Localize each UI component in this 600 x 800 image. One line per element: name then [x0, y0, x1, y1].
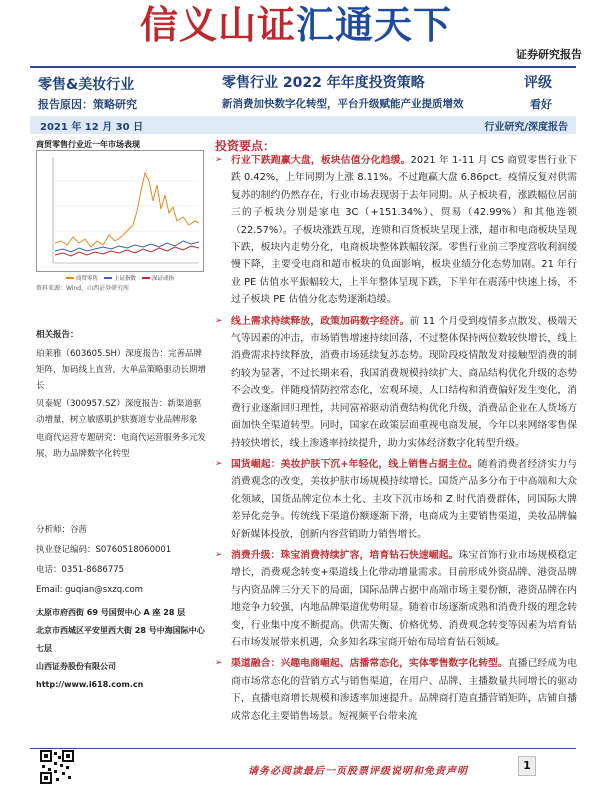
highlight-text: 前 11 个月受到疫情多点散发、极端天气等因素的冲击，市场销售增速持续回落，不过整体保持两位数较快增长，线上消费需求持续释放，消费市场延续复苏态势。现阶段疫情散发对接触型消费的制约较为显著，不过长期来看，我国消费规模持续扩大、商品结构优化升级的态势不会改变。伴随疫情防控常态化，宏观环境、人口结构和消费偏好发生变化，消费行业逐渐回归理性，共同富裕驱动消费结构优化升级，消费品企业在人货场方面加快全渠道转型。同时，国家在政策层面重视电商发展，今年以来网络零售保持较快增长，线上渗透率持续提升，助力实体经济数字化转型升级。	[231, 315, 577, 449]
banner-slogan-part1: 信义山证	[140, 2, 297, 47]
qr-code-icon	[40, 750, 74, 784]
page-number: 1	[518, 756, 536, 776]
chart-legend	[36, 273, 204, 283]
arrow-bullet-icon: ➢	[215, 549, 223, 560]
related-report-item[interactable]: 珀莱雅（603605.SH）深度报告：完善品牌矩阵，加码线上直营，大单品策略驱动长期增长	[36, 349, 207, 391]
highlight-lead: 行业下跌跑赢大盘，板块估值分化趋缓。	[231, 155, 411, 166]
related-reports-label: 相关报告：	[36, 330, 79, 340]
related-report-item[interactable]: 电商代运营专题研究：电商代运营服务多元发展，助力品牌数字化转型	[36, 433, 207, 459]
highlight-lead: 渠道融合：兴趣电商崛起、店播常态化，实体零售数字化转型。	[231, 658, 508, 670]
company-website[interactable]: http://www.i618.com.cn	[36, 680, 144, 689]
chart-title: 商贸零售行业近一年市场表现	[36, 140, 140, 149]
analyst-cert: 执业登记编码：S0760518060001	[36, 545, 172, 555]
company-address	[36, 604, 206, 694]
footer-divider	[30, 748, 576, 749]
address-taiyuan: 太原市府西街 69 号国贸中心 A 座 28 层	[36, 608, 186, 617]
highlight-paragraph	[215, 655, 577, 725]
analyst-info	[36, 520, 206, 600]
highlight-text: 2021 年 1-11 月 CS 商贸零售行业下跌 0.42%，上年同期为上涨 8.11%。不过跑赢大盘 6.86pct。疫情反复对供需复苏的制约仍然存在，行业市场表现弱于去年同期。从子板块看，涨跌幅位居前三的子板块分别是家电 3C（+151.34%）、贸易（42.99%）和其他连锁（22.57%）。子板块涨跌互现，连锁和百货板块呈现上涨，超市和电商板块呈现下跌，板块内走势分化，电商板块整体跌幅较深。零售行业前三季度营收利润缓慢下降，主要受电商和超市板块的负面影响，板块业绩分化态势加剧。21 年行业 PE 估值水平振幅较大，上半年整体呈现下跌，下半年在震荡中快速上扬，不过子板块 PE 估值分化态势逐渐趋缓。	[231, 155, 578, 306]
report-title: 零售行业 2022 年年度投资策略	[222, 75, 425, 91]
banner-slogan	[140, 0, 452, 49]
arrow-bullet-icon: ➢	[215, 315, 223, 326]
rating-label: 评级	[524, 75, 552, 91]
legend-item-retail	[66, 273, 98, 283]
market-performance-chart	[36, 150, 204, 272]
series-retail-line	[55, 173, 199, 247]
highlight-paragraph	[215, 547, 577, 651]
related-reports	[36, 328, 206, 464]
legend-item-shenzhen	[142, 273, 174, 283]
highlight-text: 随着消费者经济实力与消费观念的改变，美妆护肤市场规模持续增长。国货产品多分布于中高端和大众化领域，国货品牌定位本土化、主攻下沉市场和 Z 时代消费群体，同国际大牌差异化竞争。传统线下渠道份额逐渐下滑，电商成为主要销售渠道，美妆品牌偏好新媒体投放，创新内容营销助力销售增长。	[231, 458, 577, 540]
rating-value: 看好	[530, 98, 552, 111]
highlight-paragraph	[215, 152, 577, 309]
arrow-bullet-icon: ➢	[215, 155, 223, 165]
report-date: 2021 年 12 月 30 日	[40, 122, 144, 133]
highlight-paragraph	[215, 456, 577, 543]
legend-label-retail: 商贸零售	[75, 276, 98, 282]
analyst-phone: 电话：0351-8686775	[36, 565, 125, 575]
highlight-lead: 线上需求持续释放，政策加码数字经济。	[231, 315, 410, 327]
chart-gridlines	[53, 181, 199, 231]
header-divider	[30, 66, 576, 68]
investment-highlights-heading: 投资要点：	[215, 139, 276, 153]
legend-item-shanghai	[104, 273, 136, 283]
report-reason: 报告原因：策略研究	[38, 98, 137, 111]
banner-slogan-part2: 汇通天下	[296, 2, 453, 47]
chart-svg	[37, 151, 205, 273]
analyst-name: 分析师：谷茜	[36, 525, 88, 535]
arrow-bullet-icon: ➢	[215, 658, 223, 669]
legend-label-shenzhen: 深证成指	[152, 276, 175, 282]
report-category: 行业研究/深度报告	[484, 122, 568, 133]
report-type: 证券研究报告	[516, 48, 582, 61]
highlight-paragraph	[215, 313, 577, 452]
highlight-text: 珠宝首饰行业市场规模稳定增长，消费观念转变+渠道线上化带动增量需求。目前形成外资品牌、港资品牌与内资品牌三分天下的局面，国际品牌占据中高端市场主要份额，港资品牌在内地竞争力较强，内地品牌渠道优势明显。随着市场逐渐成熟和消费升级的理念转变，行业集中度不断提高。供需失衡、价格优势、消费观念转变等因素为培育钻石市场发展带来机遇，众多知名珠宝商开始布局培育钻石领域。	[231, 549, 578, 648]
legend-label-shanghai: 上证指数	[113, 276, 136, 282]
report-subtitle: 新消费加快数字化转型，平台升级赋能产业提质增效	[222, 98, 464, 110]
highlight-lead: 消费升级：珠宝消费持续扩容，培育钻石快速崛起。	[231, 549, 459, 561]
chart-source: 资料来源：Wind，山西证券研究所	[36, 285, 130, 292]
industry-name: 零售&美妆行业	[38, 77, 135, 93]
disclaimer-text: 请务必阅读最后一页股票评级说明和免责声明	[248, 766, 468, 777]
company-name: 山西证券股份有限公司	[36, 662, 116, 671]
analyst-email[interactable]: Email: guqian@sxzq.com	[36, 585, 143, 595]
highlight-text: 直播已经成为电商市场常态化的营销方式与销售渠道，在用户、品牌、主播数量共同增长的驱动下，直播电商增长规模和渗透率加速提升。品牌商打造直播营销矩阵，店铺自播成常态化主要销售场景。短视频平台带来流	[231, 658, 578, 722]
arrow-bullet-icon: ➢	[215, 458, 223, 469]
related-report-item[interactable]: 贝泰妮（300957.SZ）深度报告：新渠道驱动增量，树立敏感肌护肤赛道专业品牌形象	[36, 399, 202, 425]
highlight-lead: 国货崛起：美妆护肤下沉+年轻化，线上销售占据主位。	[231, 458, 478, 470]
investment-highlights	[215, 152, 577, 729]
header-banner	[0, 0, 600, 52]
address-beijing: 北京市西城区平安里西大街 28 号中海国际中心七层	[36, 626, 205, 653]
